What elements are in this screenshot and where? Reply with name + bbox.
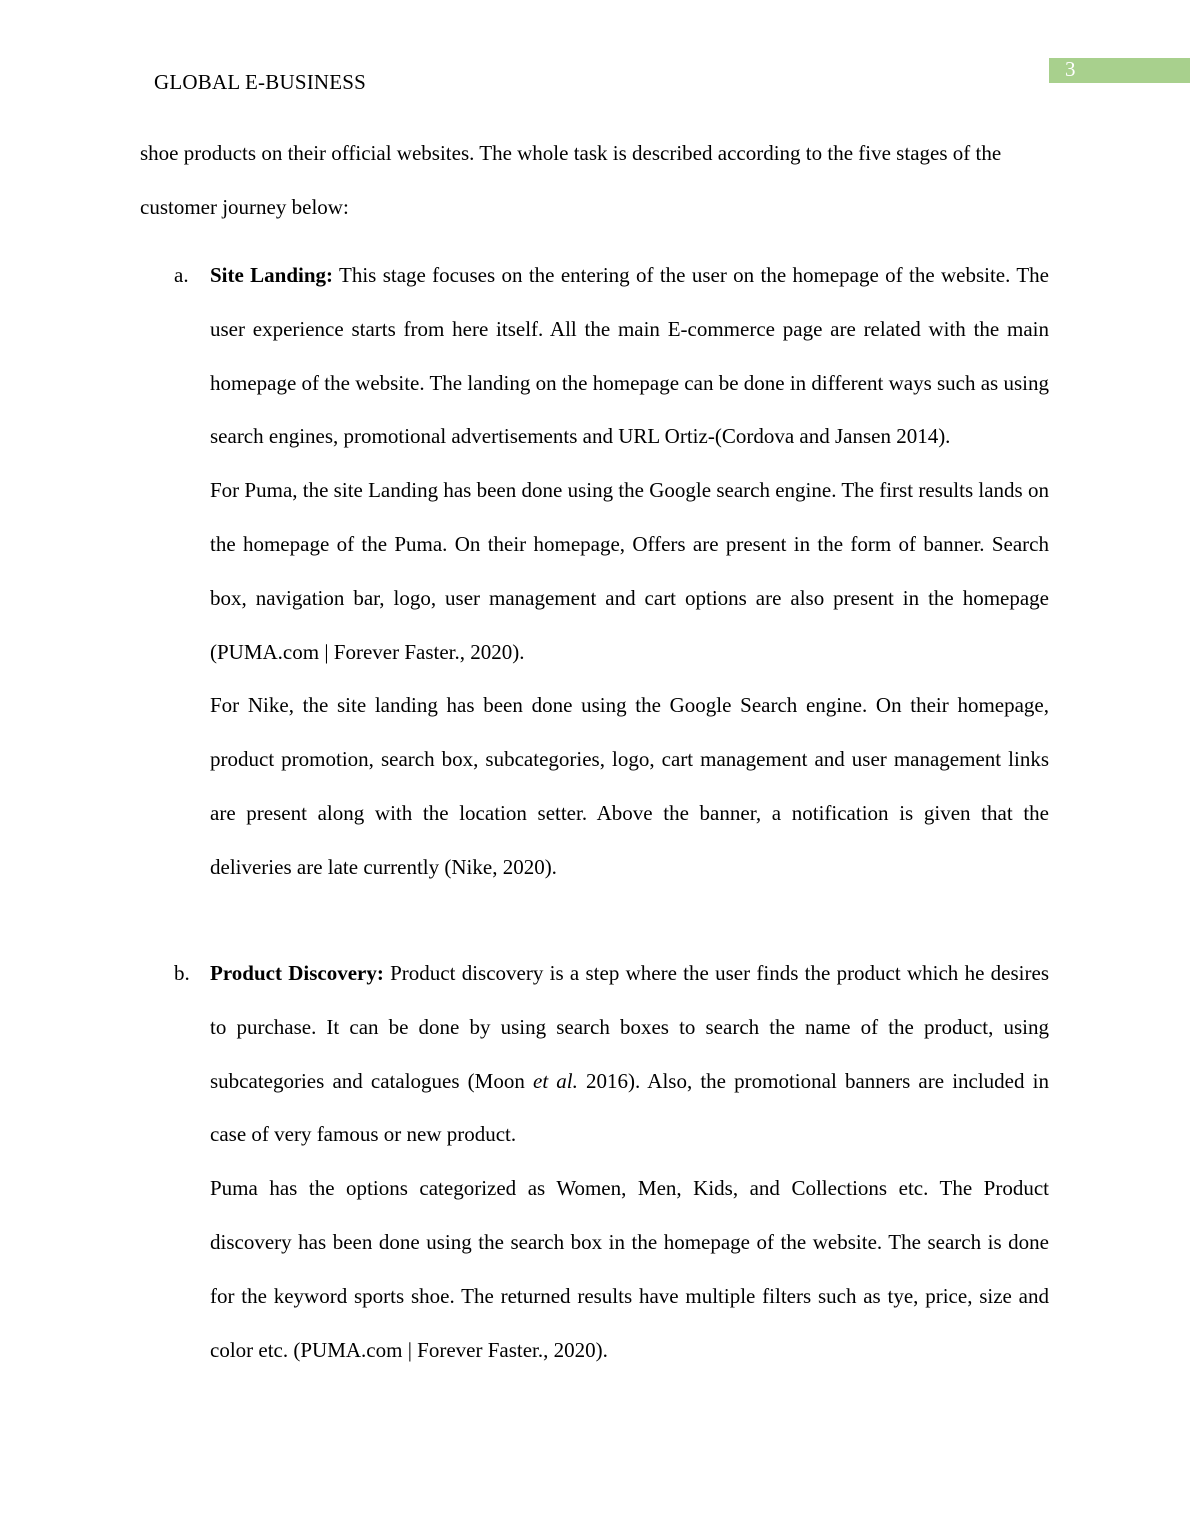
product-discovery-definition xyxy=(210,947,1049,1162)
product-discovery-text-2: 2016). Also, the promotional banners are included in case of very famous or new product. xyxy=(210,1068,1049,1147)
product-discovery-text-1: Product discovery is a step where the user finds the product which he desires to purchase. It can be done by using search boxes to search the name of the product, using subcategories and catalogues (Moon xyxy=(210,961,1049,1093)
site-landing-definition xyxy=(210,249,1049,464)
list-marker: b. xyxy=(174,961,190,985)
running-head: GLOBAL E-BUSINESS xyxy=(154,70,367,94)
nike-site-landing-paragraph: For Nike, the site landing has been done using the Google Search engine. On their homepage, product promotion, search box, subcategories, logo, cart management and user management links are present along with the location setter. Above the banner, a notification is given that the deliveries are late currently (Nike, 2020). xyxy=(210,693,1049,879)
puma-site-landing-paragraph: For Puma, the site Landing has been done using the Google search engine. The first results lands on the homepage of the Puma. On their homepage, Offers are present in the form of banner. Search box, navigation bar, logo, user management and cart options are also present in the homepage (PUMA.com | Forever Faster., 2020). xyxy=(210,478,1049,664)
list-marker: a. xyxy=(174,263,189,287)
list-item-product-discovery xyxy=(174,947,1049,1377)
citation-et-al: et al. xyxy=(533,1068,578,1093)
page-number: 3 xyxy=(1065,57,1076,81)
site-landing-heading: Site Landing: xyxy=(210,263,334,287)
site-landing-text: This stage focuses on the entering of the user on the homepage of the website. The user experience starts from here itself. All the main E-commerce page are related with the main homepage of the website. The landing on the homepage can be done in different ways such as using search engines, promotional advertisements and URL Ortiz-(Cordova and Jansen 2014). xyxy=(210,263,1049,449)
list-item-site-landing xyxy=(174,249,1049,895)
list-content xyxy=(210,249,1049,895)
puma-product-discovery-paragraph: Puma has the options categorized as Women, Men, Kids, and Collections etc. The Product discovery has been done using the search box in the homepage of the website. The search is done for the keyword sports shoe. The returned results have multiple filters such as tye, price, size and color etc. (PUMA.com | Forever Faster., 2020). xyxy=(210,1176,1049,1362)
product-discovery-heading: Product Discovery: xyxy=(210,961,384,985)
list-content xyxy=(210,947,1049,1377)
intro-paragraph: shoe products on their official websites. The whole task is described according to the five stages of the customer journey below: xyxy=(140,141,1002,219)
page-number-badge xyxy=(1049,58,1190,83)
